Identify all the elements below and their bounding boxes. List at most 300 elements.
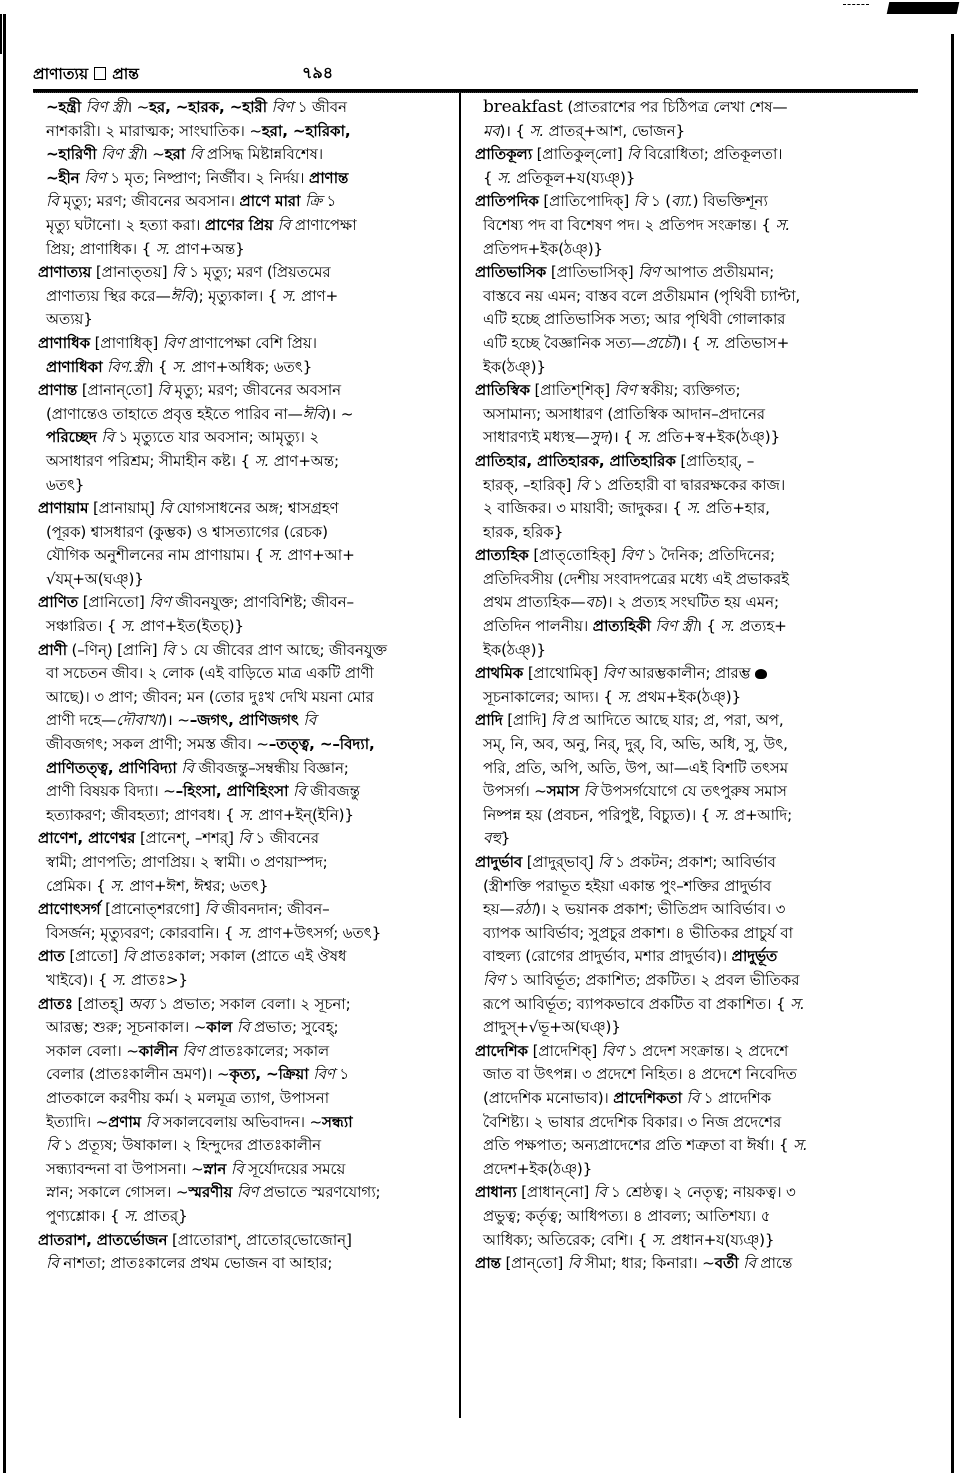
definition-text: } bbox=[500, 829, 511, 848]
entry-headword-line bbox=[38, 993, 448, 1017]
definition-text: প্রাণ+ঈশ, ঈশ্বর; ৬তৎ} bbox=[124, 876, 269, 895]
grammar-label: বি bbox=[273, 215, 291, 234]
entry-headword-line bbox=[38, 591, 448, 615]
entry-continuation-line bbox=[475, 780, 911, 804]
entry-continuation-line bbox=[475, 686, 911, 710]
page-header bbox=[33, 56, 918, 90]
definition-text: স্বকীয়; ব্যক্তিগত; bbox=[636, 381, 741, 400]
definition-text: ১ প্রতিহারী বা দ্বাররক্ষকের কাজ। bbox=[588, 475, 786, 494]
definition-text: [প্রানোত্‌শরগো] bbox=[100, 900, 205, 919]
entry-continuation-line bbox=[38, 568, 448, 592]
definition-text: সকালবেলায় অভিবাদন। ~ bbox=[158, 1112, 322, 1131]
definition-text: ১ প্রভাত; সকাল বেলা। ২ সূচনা; bbox=[153, 994, 351, 1013]
grammar-label: রঠা bbox=[514, 900, 535, 919]
headword: প্রাণের প্রিয় bbox=[204, 215, 274, 234]
definition-text: প্রেমিক। { bbox=[46, 876, 111, 895]
headword: প্রাণিত bbox=[38, 593, 79, 612]
entry-continuation-line bbox=[38, 308, 448, 332]
grammar-label: ঈবি bbox=[302, 404, 325, 423]
definition-text: প্রত্যহ+ bbox=[734, 617, 787, 636]
definition-text: (প্রাণান্তেও তাহাতে প্রবৃত্ত হইতে পারিব না— bbox=[46, 404, 303, 423]
entry-continuation-line bbox=[475, 568, 911, 592]
guide-words bbox=[33, 62, 139, 88]
definition-text: প্রাণাত্যয় স্থির করে— bbox=[46, 286, 171, 305]
headword: প্রাণান্ত bbox=[309, 168, 349, 187]
entry-continuation-line bbox=[38, 1111, 448, 1135]
entry-continuation-line bbox=[475, 497, 911, 521]
grammar-label: বি bbox=[176, 758, 194, 777]
definition-text: প্রাতঃ>} bbox=[126, 970, 188, 989]
grammar-label: স. bbox=[111, 970, 127, 989]
entry-continuation-line bbox=[475, 1111, 911, 1135]
definition-text: { bbox=[483, 168, 498, 187]
entry-continuation-line bbox=[38, 1063, 448, 1087]
definition-text: প্রদেশ+ইক(ঠঞ্‌)} bbox=[483, 1159, 593, 1178]
english-word: breakfast bbox=[483, 97, 563, 117]
definition-text: (স্ত্রীশক্তি পরাভূত হইয়া একান্ত পুং–শক্তির প্রাদুর্ভাব bbox=[483, 876, 772, 895]
grammar-label: স. bbox=[790, 994, 805, 1013]
entry-continuation-line bbox=[475, 403, 911, 427]
entry-continuation-line bbox=[475, 591, 911, 615]
entry-continuation-line bbox=[38, 1040, 448, 1064]
grammar-label: স. bbox=[686, 499, 701, 518]
definition-text: স্বামী; প্রাণপতি; প্রাণপ্রিয়। ২ স্বামী। ৩ প্রণয়াস্পদ; bbox=[46, 853, 328, 871]
headword: প্রাণাধিক bbox=[38, 333, 91, 352]
headword: প্রাতিস্বিক bbox=[475, 381, 530, 400]
definition-text: [প্রানান্‌তো] bbox=[77, 381, 158, 400]
grammar-label: অব্য bbox=[128, 994, 154, 1013]
headword: সন্ধ্যা bbox=[321, 1112, 353, 1131]
definition-text: (প্রাদেশিক মনোভাব)। bbox=[483, 1088, 614, 1107]
definition-text: মৃত্যু ঘটানো। ২ হত্যা করা। bbox=[46, 215, 205, 234]
definition-text: ৬তৎ} bbox=[46, 475, 85, 494]
definition-text: বিশেষ্য পদ বা বিশেষণ পদ। ২ প্রতিপদ সংক্রান্ত। { bbox=[483, 215, 776, 234]
entry-headword-line bbox=[475, 851, 911, 875]
grammar-label: বি bbox=[185, 145, 203, 164]
definition-text: (–ণিন্‌) [প্রানি] bbox=[66, 640, 162, 659]
definition-text: ১ প্রত্যূষ; উষাকাল। ২ হিন্দুদের প্রাতঃকালীন bbox=[58, 1136, 322, 1155]
definition-text: প্রধান+য(য্যঞ্‌)} bbox=[666, 1230, 775, 1249]
column-divider bbox=[459, 93, 461, 1418]
grammar-label: স. bbox=[651, 1230, 667, 1249]
headword: পরিচ্ছেদ bbox=[46, 428, 97, 447]
definition-text: প্রভুত্ব; কর্তৃত্ব; আধিপত্য। ৪ প্রাবল্য; আতিশয্য। ৫ bbox=[483, 1206, 771, 1225]
entry-headword-line bbox=[38, 898, 448, 922]
definition-text: প্রাণাপেক্ষা বেশি প্রিয়। bbox=[184, 333, 317, 352]
grammar-label: স. bbox=[254, 451, 270, 470]
definition-text: ব্যাপক আবির্ভাব; সুপ্রচুর প্রকাশ। ৪ ভীতিকর প্রাচুর্য বা bbox=[483, 923, 793, 942]
entry-continuation-line bbox=[38, 238, 448, 262]
guide-word-last: প্রান্ত bbox=[112, 65, 139, 83]
headword: প্রাদেশিক bbox=[475, 1041, 528, 1060]
definition-text: [প্রান্‌তো] bbox=[500, 1254, 568, 1273]
definition-text: [প্রাতিকুল্‌লো] bbox=[532, 145, 628, 164]
page-left-border bbox=[3, 14, 6, 1473]
definition-text: । ~ bbox=[126, 98, 150, 116]
entry-headword-line bbox=[475, 1181, 911, 1205]
definition-text: [প্রাতিহার্‌, – bbox=[675, 451, 755, 470]
definition-text: [প্রানায়াম্‌] bbox=[88, 499, 160, 518]
definition-text: প্রতিদিন পালনীয়। bbox=[483, 617, 593, 636]
definition-text: ১ ( bbox=[646, 192, 671, 211]
definition-text: । { bbox=[696, 617, 721, 636]
definition-text: হয়— bbox=[483, 900, 515, 919]
definition-text: জীবজন্তু–সম্বন্ধীয় বিজ্ঞান; bbox=[193, 758, 349, 777]
entry-continuation-line bbox=[38, 143, 448, 167]
definition-text: এটি হচ্ছে বৈজ্ঞানিক সত্য— bbox=[483, 333, 646, 352]
definition-text: প্রাতঃকাল; সকাল (প্রাতে এই ঔষধ bbox=[135, 947, 347, 966]
entry-continuation-line bbox=[38, 1016, 448, 1040]
grammar-label: বি bbox=[226, 1159, 244, 1178]
definition-text: জীবনদান; জীবন– bbox=[217, 900, 330, 919]
entry-continuation-line bbox=[38, 757, 448, 781]
entry-continuation-line bbox=[475, 332, 911, 356]
headword: কৃত্য, ~ক্রিয়া bbox=[229, 1065, 309, 1084]
grammar-label: বি bbox=[298, 711, 316, 730]
definition-text: প্রান্তে bbox=[755, 1254, 793, 1273]
grammar-label: বি bbox=[162, 640, 175, 659]
headword: স্নান bbox=[203, 1159, 227, 1178]
grammar-label: বি bbox=[96, 428, 114, 447]
grammar-label: বি bbox=[46, 192, 59, 211]
entry-continuation-line bbox=[475, 969, 911, 993]
scan-artifact-dash bbox=[843, 4, 869, 7]
grammar-label: বিণ bbox=[483, 970, 505, 989]
definition-text: বাহুল্য (রোগের প্রাদুর্ভাব, মশার প্রাদুর্ভাব)। bbox=[483, 947, 732, 966]
definition-text: হারক, হরিক} bbox=[483, 522, 564, 541]
entry-continuation-line bbox=[475, 285, 911, 309]
definition-text: )। { bbox=[607, 428, 638, 447]
definition-text: প্রাতঃকালের; সকাল bbox=[204, 1041, 330, 1060]
entry-continuation-line bbox=[475, 804, 911, 828]
definition-text: প্রাতকালে করণীয় কর্ম। ২ মলমূত্র ত্যাগ, উপাসনা bbox=[46, 1088, 329, 1107]
grammar-label: বি bbox=[46, 1136, 59, 1155]
definition-text: ১ আবির্ভূত; প্রকাশিত; প্রকটিত। ২ প্রবল ভীতিকর bbox=[504, 970, 800, 989]
grammar-label: ঈবি bbox=[170, 286, 193, 305]
definition-text: মৃত্যু; মরণ; জীবনের অবসান। bbox=[58, 192, 240, 211]
headword: প্রাত bbox=[38, 947, 65, 966]
definition-text: [প্রাদুর্‌ভাব্‌] bbox=[522, 853, 599, 871]
entry-continuation-line bbox=[38, 686, 448, 710]
definition-text: )। ~ bbox=[161, 711, 190, 730]
entry-continuation-line bbox=[475, 993, 911, 1017]
entry-headword-line bbox=[38, 379, 448, 403]
headword: ~হন্ত্রী bbox=[46, 98, 81, 116]
definition-text: এটি হচ্ছে প্রাতিভাসিক সত্য; আর পৃথিবী গোলাকার bbox=[483, 310, 786, 329]
definition-text: প্রতি+স্ব+ইক(ঠঞ্‌)} bbox=[651, 428, 780, 447]
entry-headword-line bbox=[475, 1040, 911, 1064]
headword: প্রাণে মারা bbox=[239, 192, 301, 211]
headword: প্রাদেশিকতা bbox=[613, 1088, 682, 1107]
grammar-label: ক্রি bbox=[300, 192, 322, 211]
headword: হরা bbox=[164, 145, 186, 164]
grammar-label: বিণ.স্ত্রী bbox=[102, 357, 148, 376]
entry-headword-line bbox=[38, 945, 448, 969]
entry-continuation-line bbox=[475, 875, 911, 899]
definition-text: ইক(ঠঞ্‌)} bbox=[483, 640, 546, 659]
entry-continuation-line bbox=[475, 214, 911, 238]
headword: প্রাণিতত্ত্ব, প্রাণিবিদ্যা bbox=[46, 758, 177, 777]
definition-text: প্রাণী বিষয়ক বিদ্যা। ~ bbox=[46, 782, 176, 801]
definition-text: নাশকারী। ২ মারাত্মক; সাংঘাতিক। ~ bbox=[46, 121, 262, 140]
definition-text: জাত বা উৎপন্ন। ৩ প্রদেশে নিহিত। ৪ প্রদেশে নিবেদিত bbox=[483, 1065, 797, 1084]
entry-continuation-line bbox=[475, 426, 911, 450]
grammar-label: বি bbox=[238, 829, 251, 848]
definition-text: প্রাণ+আ+ bbox=[282, 546, 355, 565]
headword: প্রাধান্য bbox=[475, 1183, 517, 1202]
grammar-label: বিণ bbox=[162, 333, 185, 352]
grammar-label: বি bbox=[681, 1088, 700, 1107]
grammar-label: স. bbox=[497, 168, 512, 187]
definition-text: ইত্যাদি। ~ bbox=[46, 1112, 109, 1131]
definition-text: [প্রানিতো] bbox=[78, 593, 150, 612]
grammar-label: স. bbox=[281, 286, 297, 305]
header-rule bbox=[33, 89, 918, 93]
headword: প্রাণোৎসর্গ bbox=[38, 900, 101, 919]
headword: কালীন bbox=[138, 1041, 178, 1060]
definition-text: সীমা; ধার; কিনারা। ~ bbox=[580, 1254, 715, 1273]
headword: প্রাতিকূল্য bbox=[475, 145, 533, 164]
grammar-label: স. bbox=[637, 428, 652, 447]
entry-continuation-line bbox=[38, 426, 448, 450]
headword: প্রাণেশ, প্রাণেশ্বর bbox=[38, 829, 136, 848]
entry-continuation-line bbox=[38, 780, 448, 804]
entry-continuation-line bbox=[38, 1134, 448, 1158]
definition-text: [প্রাতিভাসিক্‌] bbox=[546, 263, 639, 282]
definition-text: [প্রাদি] bbox=[502, 711, 552, 730]
definition-text: [প্রাতিপোদিক্‌] bbox=[538, 192, 634, 211]
entry-continuation-line bbox=[475, 827, 911, 851]
definition-text: নিষ্পন্ন হয় (প্রবচন, পরিপুষ্ট, বিচ্যুত)। { bbox=[483, 805, 715, 824]
definition-text: প্র আদিতে আছে যার; প্র, পরা, অপ, bbox=[563, 711, 784, 730]
grammar-label: বি bbox=[593, 1183, 607, 1202]
grammar-label: স. bbox=[120, 617, 136, 636]
grammar-label: মব bbox=[483, 121, 500, 140]
entry-continuation-line bbox=[475, 521, 911, 545]
grammar-label: বি bbox=[122, 947, 136, 966]
grammar-label: বি bbox=[232, 1018, 250, 1037]
headword: প্রাদুর্ভাব bbox=[475, 853, 523, 871]
entry-continuation-line bbox=[475, 167, 911, 191]
grammar-label: বি bbox=[288, 782, 306, 801]
square-separator-icon bbox=[94, 67, 106, 80]
grammar-label: বি bbox=[140, 1112, 159, 1131]
grammar-label: স. bbox=[124, 1206, 139, 1225]
definition-text: সঞ্চারিত। { bbox=[46, 617, 121, 636]
definition-text: খাইবে)। { bbox=[46, 970, 112, 989]
definition-text: ১ bbox=[321, 192, 337, 211]
definition-text: স্নান; সকালে গোসল। ~ bbox=[46, 1183, 189, 1202]
grammar-label: বিণ bbox=[149, 593, 171, 612]
grammar-label: স. bbox=[714, 805, 730, 824]
definition-text: প্রাণ+অন্ত} bbox=[170, 239, 245, 258]
entry-continuation-line bbox=[475, 733, 911, 757]
definition-text: উপসর্গযোগে যে তৎপুরুষ সমাস bbox=[596, 782, 787, 801]
headword: প্রাণী bbox=[38, 640, 67, 659]
left-column bbox=[38, 96, 448, 1276]
definition-text: ১ প্রকটন; প্রকাশ; আবির্ভাব bbox=[610, 853, 776, 871]
definition-text: ১ জীবন bbox=[293, 98, 347, 116]
headword: ~হারিণী bbox=[46, 145, 97, 164]
entry-continuation-line bbox=[38, 922, 448, 946]
headword: প্রাণাধিকা bbox=[46, 357, 103, 376]
entry-continuation-line bbox=[38, 190, 448, 214]
grammar-label: সুদ bbox=[589, 428, 608, 447]
headword: কাল bbox=[206, 1018, 233, 1037]
grammar-label: বিণ bbox=[614, 381, 637, 400]
definition-text: আপাত প্রতীয়মান; bbox=[659, 263, 775, 282]
definition-text: জীবনযুক্ত; প্রাণবিশিষ্ট; জীবন– bbox=[170, 593, 354, 612]
grammar-label: বিণ bbox=[266, 98, 294, 116]
grammar-label: স. bbox=[617, 687, 632, 706]
entry-headword-line bbox=[475, 709, 911, 733]
entry-continuation-line bbox=[475, 757, 911, 781]
grammar-label: বি bbox=[627, 145, 640, 164]
definition-text: অসাধারণ পরিশ্রম; সীমাহীন কষ্ট। { bbox=[46, 451, 255, 470]
entry-headword-line bbox=[475, 143, 911, 167]
entry-continuation-line bbox=[475, 945, 911, 969]
definition-text: [প্রাধান্‌নো] bbox=[516, 1183, 594, 1202]
entry-headword-line bbox=[38, 639, 448, 663]
definition-text: যৌগিক অনুশীলনের নাম প্রাণায়াম। { bbox=[46, 546, 269, 565]
definition-text: [প্রাতো] bbox=[64, 947, 123, 966]
entry-continuation-line bbox=[38, 875, 448, 899]
definition-text: ১ শ্রেষ্ঠত্ব। ২ নেতৃত্ব; নায়কত্ব। ৩ bbox=[606, 1183, 796, 1202]
definition-text: ) বিভক্তিশূন্য bbox=[692, 192, 768, 211]
entry-continuation-line bbox=[38, 1252, 448, 1276]
entry-continuation-line bbox=[38, 214, 448, 238]
entry-headword-line bbox=[38, 332, 448, 356]
entry-continuation-line bbox=[475, 1229, 911, 1253]
headword: হর, ~হারক, ~হারী bbox=[149, 98, 267, 116]
definition-text: প্রসিদ্ধ মিষ্টান্নবিশেষ। bbox=[202, 145, 324, 164]
definition-text: বা সচেতন জীব। ২ লোক (এই বাড়িতে মাত্র একটি প্রাণী bbox=[46, 664, 374, 683]
definition-text: সকাল বেলা। ~ bbox=[46, 1041, 139, 1060]
definition-text: আধিক্য; অতিরেক; বেশি। { bbox=[483, 1230, 652, 1249]
grammar-label: বিণ bbox=[79, 168, 106, 187]
grammar-label: বিণ স্ত্রী bbox=[96, 145, 142, 164]
entry-headword-line bbox=[38, 1229, 448, 1253]
definition-text: )। { bbox=[499, 121, 530, 140]
entry-continuation-line bbox=[475, 238, 911, 262]
entry-continuation-line bbox=[475, 1158, 911, 1182]
definition-text: ১ মৃত্যু; মরণ (প্রিয়তমের bbox=[184, 263, 331, 282]
definition-text: পরি, প্রতি, অপি, অতি, উপ, আ—এই বিশটি তৎসম bbox=[483, 758, 788, 777]
definition-text: প্রতিদিবসীয় (দেশীয় সংবাদপত্রের মধ্যে এই প্রভাকরই bbox=[483, 569, 789, 588]
definition-text: সন্ধ্যাবন্দনা বা উপাসনা। ~ bbox=[46, 1159, 204, 1178]
definition-text: [প্রানেশ্‌, –শশর্‌] bbox=[135, 829, 239, 848]
grammar-label: বি bbox=[575, 475, 589, 494]
definition-text: যোগসাধনের অঙ্গ; শ্বাসগ্রহণ bbox=[171, 499, 339, 518]
headword: প্রাণান্ত bbox=[38, 381, 78, 400]
headword: প্রাত্যহিকী bbox=[592, 617, 651, 636]
entry-continuation-line bbox=[38, 403, 448, 427]
entry-continuation-line bbox=[38, 969, 448, 993]
definition-text: )। { bbox=[675, 333, 706, 352]
grammar-label: বিণ bbox=[232, 1183, 259, 1202]
definition-text: প্রাণাপেক্ষা bbox=[290, 215, 357, 234]
entry-continuation-line bbox=[38, 851, 448, 875]
entry-continuation-line bbox=[38, 709, 448, 733]
entry-continuation-line bbox=[475, 120, 911, 144]
grammar-label: বি bbox=[579, 782, 597, 801]
grammar-label: স. bbox=[239, 805, 254, 824]
headword: প্রান্ত bbox=[475, 1254, 501, 1273]
grammar-label: বি bbox=[551, 711, 564, 730]
entry-continuation-line bbox=[475, 1134, 911, 1158]
entry-continuation-line bbox=[475, 615, 911, 639]
headword: প্রাথমিক bbox=[475, 664, 524, 683]
entry-continuation-line bbox=[38, 96, 448, 120]
entry-headword-line bbox=[475, 261, 911, 285]
definition-text: প্রাণ+অন্ত; bbox=[269, 451, 339, 470]
entry-continuation-line bbox=[38, 1181, 448, 1205]
headword: প্রাত্যহিক bbox=[475, 546, 529, 565]
entry-headword-line bbox=[475, 190, 911, 214]
definition-text: [প্রাণাধিক্‌] bbox=[90, 333, 163, 352]
definition-text: বাস্তবে নয় এমন; বাস্তব বলে প্রতীয়মান (পৃথিবী চ্যাপ্টা, bbox=[483, 286, 801, 305]
headword: প্রাতরাশ, প্রাতর্ভোজন bbox=[38, 1230, 168, 1249]
definition-text: বেলার (প্রাতঃকালীন ভ্রমণ)। ~ bbox=[46, 1065, 230, 1084]
definition-text: রূপে আবির্ভূত; ব্যাপকভাবে প্রকটিত বা প্রকাশিত। { bbox=[483, 994, 791, 1013]
right-column bbox=[475, 96, 911, 1276]
definition-text: প্রভাতে স্মরণযোগ্য; bbox=[258, 1183, 381, 1202]
headword: –হিংসা, প্রাণিহিংসা bbox=[175, 782, 289, 801]
definition-text: ইক(ঠঞ্‌)} bbox=[483, 357, 546, 376]
definition-text: প্রিয়; প্রাণাধিক। { bbox=[46, 239, 156, 258]
definition-text: বৈশিষ্ট্য। ২ ভাষার প্রদেশিক বিকার। ৩ নিজ প্রদেশের bbox=[483, 1112, 782, 1131]
entry-continuation-line bbox=[38, 450, 448, 474]
definition-text: প্রতি+হার, bbox=[700, 499, 770, 518]
entry-continuation-line bbox=[475, 474, 911, 498]
definition-text: প্রাণ+ইত(ইতচ্‌)} bbox=[135, 617, 244, 636]
grammar-label: বি bbox=[46, 1254, 59, 1273]
definition-text: হত্যাকরণ; জীবহত্যা; প্রাণবধ। { bbox=[46, 805, 240, 824]
ink-blot-icon bbox=[755, 669, 767, 679]
definition-text: প্রথম+ইক(ঠঞ্‌)} bbox=[631, 687, 741, 706]
definition-text: প্রভাত; সুবেহ্‌; bbox=[249, 1018, 339, 1037]
entry-headword-line bbox=[38, 261, 448, 285]
definition-text: বিসর্জন; মৃত্যুবরণ; কোরবানি। { bbox=[46, 923, 238, 942]
grammar-label: বিণ স্ত্রী bbox=[650, 617, 697, 636]
entry-continuation-line bbox=[38, 662, 448, 686]
entry-headword-line bbox=[475, 450, 911, 474]
definition-text: [প্রাতিশ্‌শিক্‌] bbox=[529, 381, 615, 400]
entry-continuation-line bbox=[38, 615, 448, 639]
grammar-label: বি bbox=[738, 1254, 756, 1273]
definition-text: উপসর্গ। ~ bbox=[483, 782, 547, 801]
headword: হরা, ~হারিকা, bbox=[261, 121, 351, 140]
definition-text: হারক্‌, –হারিক্‌] bbox=[483, 475, 576, 494]
headword: প্রাদুর্ভূত bbox=[731, 947, 778, 966]
definition-text: অত্যয়} bbox=[46, 310, 93, 329]
definition-text: ২ বাজিকর। ৩ মায়াবী; জাদুকর। { bbox=[483, 499, 687, 518]
grammar-label: স. bbox=[237, 923, 253, 942]
grammar-label: বি bbox=[204, 900, 218, 919]
definition-text: ১ মৃত; নিষ্প্রাণ; নির্জীব। ২ নির্দয়। bbox=[105, 168, 310, 187]
entry-continuation-line bbox=[475, 1205, 911, 1229]
grammar-label: প্রচৌ bbox=[645, 333, 676, 352]
page-left-border-curl bbox=[0, 14, 2, 54]
entry-headword-line bbox=[475, 379, 911, 403]
definition-text: প্র+আদি; bbox=[729, 805, 793, 824]
grammar-label: বিণ bbox=[308, 1065, 335, 1084]
definition-text: প্রাণ+ইন্‌(ইনি)} bbox=[253, 805, 354, 824]
definition-text: √যম্‌+অ(ঘঞ্‌)} bbox=[46, 569, 144, 588]
headword: প্রাতিহার, প্রাতিহারক, প্রাতিহারিক bbox=[475, 451, 676, 470]
grammar-label: বি bbox=[159, 499, 172, 518]
guide-word-first: প্রাণাত্যয় bbox=[33, 65, 89, 83]
